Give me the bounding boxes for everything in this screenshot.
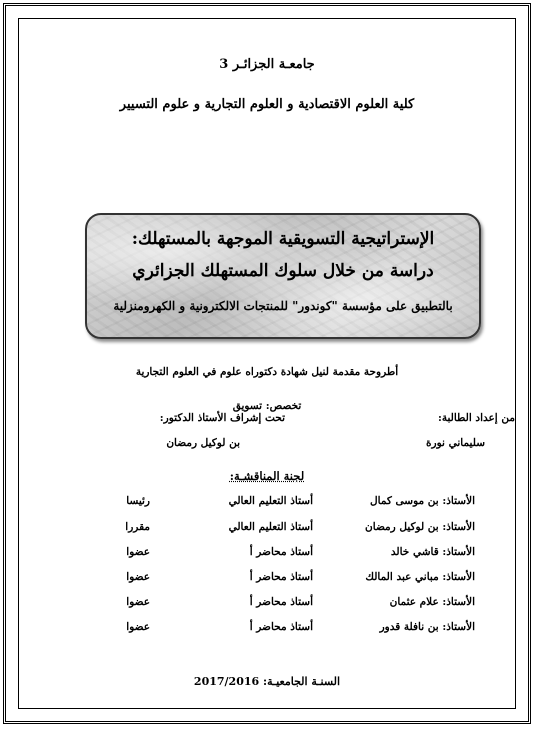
university-name: جامعـة الجزائـر 3 xyxy=(219,57,315,72)
committee-row xyxy=(59,521,475,541)
committee-title xyxy=(19,469,515,483)
faculty-name: كلية العلوم الاقتصادية و العلوم التجارية و علوم التسيير xyxy=(119,97,415,112)
title-line-2: دراسة من خلال سلوك المستهلك الجزائري xyxy=(132,261,434,281)
member-name: الأستاذ: بن موسى كمال xyxy=(370,495,475,507)
member-role: عضوا xyxy=(126,596,150,608)
committee-row xyxy=(59,571,475,591)
committee-row xyxy=(59,546,475,566)
specialization: تخصص: تسويق xyxy=(232,400,302,412)
member-rank: أستاذ محاضر أ xyxy=(249,621,313,633)
academic-year-value: 2017/2016 xyxy=(193,675,260,688)
member-role: عضوا xyxy=(126,546,150,558)
member-role: رئيسا xyxy=(126,495,150,507)
member-role: مقررا xyxy=(125,521,150,533)
member-rank: أستاذ التعليم العالي xyxy=(228,495,313,507)
member-name: الأستاذ: بن نافلة قدور xyxy=(379,621,475,633)
committee-row xyxy=(59,495,475,515)
member-rank: أستاذ محاضر أ xyxy=(249,596,313,608)
member-name: الأستاذ: بن لوكيل رمضان xyxy=(365,521,475,533)
supervisor-label: تحت إشراف الأستاذ الدكتور: xyxy=(159,412,285,424)
committee-row xyxy=(59,596,475,616)
member-rank: أستاذ التعليم العالي xyxy=(228,521,313,533)
inner-border xyxy=(18,18,516,709)
academic-year-label: السنـة الجامعيـة: xyxy=(263,675,341,688)
member-role: عضوا xyxy=(126,621,150,633)
title-line-3: بالتطبيق على مؤسسة "كوندور" للمنتجات الالكترونية و الكهرومنزلية xyxy=(113,299,453,313)
academic-year xyxy=(19,675,515,688)
member-rank: أستاذ محاضر أ xyxy=(249,571,313,583)
member-name: الأستاذ: علام عثمان xyxy=(389,596,475,608)
member-role: عضوا xyxy=(126,571,150,583)
committee-title-text: لجنة المناقشـة: xyxy=(229,469,305,483)
member-rank: أستاذ محاضر أ xyxy=(249,546,313,558)
student-name: سليماني نورة xyxy=(426,437,485,449)
title-box xyxy=(85,213,481,339)
member-name: الأستاذ: مباني عبد المالك xyxy=(365,571,475,583)
supervisor-name: بن لوكيل رمضان xyxy=(166,437,240,449)
prepared-by-label: من إعداد الطالبة: xyxy=(437,412,515,424)
member-name: الأستاذ: قاشي خالد xyxy=(390,546,475,558)
title-line-1: الإستراتيجية التسويقية الموجهة بالمستهلك: xyxy=(131,229,435,249)
committee-row xyxy=(59,621,475,641)
thesis-statement: أطروحة مقدمة لنيل شهادة دكتوراه علوم في العلوم التجارية xyxy=(135,366,399,378)
page-border xyxy=(3,3,531,724)
